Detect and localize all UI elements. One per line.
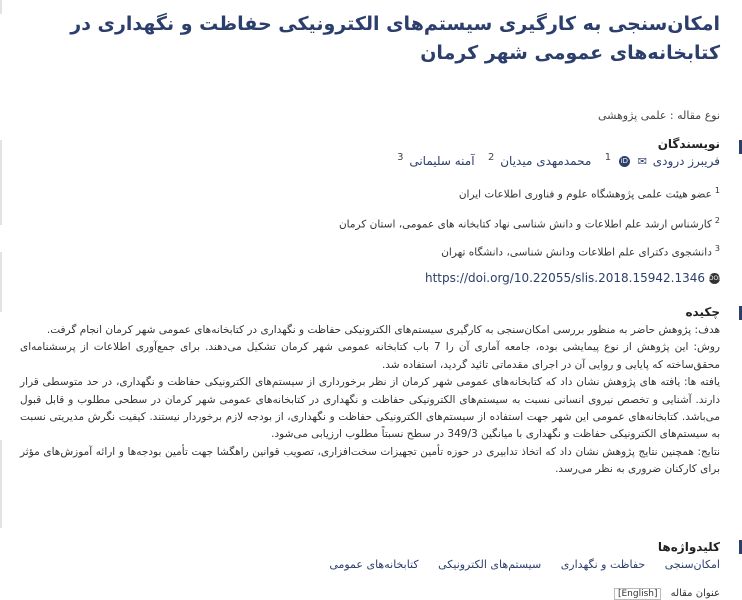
english-title-label: عنوان مقاله	[670, 588, 720, 599]
affiliation	[459, 186, 720, 201]
affiliation-text: کارشناس ارشد علم اطلاعات و دانش شناسی نهاد کتابخانه های عمومی، استان کرمان	[338, 218, 712, 231]
envelope-icon[interactable]: ✉	[637, 155, 647, 168]
affiliation-sup: 1	[714, 186, 720, 195]
affiliation-text: عضو هیئت علمی پژوهشگاه علوم و فناوری اطلاعات ایران	[458, 188, 712, 201]
abstract-paragraph: نتایج: همچنین نتایج پژوهش نشان داد که اتخاذ تدابیری در حوزه تأمین تجهیزات سخت‌افزاری، تصویب قوانین راهگشا جهت تأمین بودجه‌ها و ارائه آموزش‌های مؤثر برای کارکنان ضروری به نظر می‌رسد.	[20, 445, 720, 476]
abstract-paragraph: یافته ها: یافته های پژوهش نشان داد که کتابخانه‌های عمومی شهر کرمان از نظر برخورداری از سیستم‌های الکترونیکی حفاظت و نگهداری، در حد متوسطی قرار دارند. آشنایی و تخصص نیروی انسانی نسبت به سیستم‌های الکترونیکی حفاظت و نگهداری در کتابخانه‌های عمومی شهر کرمان در سطحی مطلوب و قابل قبول می‌باشد. کتابخانه‌های عمومی این شهر جهت استفاده از سیستم‌های الکترونیکی حفاظت و نگهداری، از بودجه لازم برخوردار نیستند. کیفیت نگرش مدیریتی نسبت به سیستم‌های الکترونیکی حفاظت و نگهداری با میانگین 349/3 در سطح نسبتاً مطلوب ارزیابی می‌شود.	[20, 376, 720, 441]
keywords-heading: کلیدواژه‌ها	[657, 540, 720, 554]
affiliation	[339, 216, 720, 231]
abstract-body	[20, 322, 720, 479]
author-link[interactable]: فریبرز درودی	[652, 154, 720, 168]
affiliation-sup: 2	[714, 216, 720, 225]
article-title: امکان‌سنجی به کارگیری سیستم‌های الکترونیکی حفاظت و نگهداری در کتابخانه‌های عمومی شهر کرمان	[70, 13, 720, 64]
affiliation	[441, 244, 720, 259]
article-type: نوع مقاله : علمی پژوهشی	[597, 109, 720, 122]
doi-row	[425, 271, 720, 285]
keyword-link[interactable]: حفاظت و نگهداری	[560, 558, 646, 571]
keyword-list	[313, 558, 720, 571]
author-sup: 1	[604, 152, 612, 163]
orcid-icon[interactable]: iD	[620, 157, 629, 165]
author-sup: 2	[488, 152, 495, 163]
abstract-heading: چکیده	[685, 305, 720, 319]
authors-heading: نویسندگان	[657, 137, 720, 151]
doi-link[interactable]: https://doi.org/10.22055/slis.2018.15942.1346	[424, 271, 705, 285]
keyword-link[interactable]: کتابخانه‌های عمومی	[329, 558, 419, 571]
affiliation-text: دانشجوی دکترای علم اطلاعات ودانش شناسی، دانشگاه تهران	[441, 246, 712, 259]
english-language-badge[interactable]: [English]	[614, 588, 662, 600]
author-link[interactable]: محمدمهدی میدیان	[500, 154, 592, 168]
author-sup: 3	[397, 152, 404, 163]
left-border	[0, 440, 2, 528]
abstract-paragraph: روش: این پژوهش از نوع پیمایشی بوده، جامعه آماری آن را 7 باب کتابخانه عمومی شهر کرمان تشکیل می‌دهند. برای جمع‌آوری اطلاعات از پرسشنامه‌ای محقق‌ساخته که پایایی و روایی آن در اجرای مقدماتی تائید گردید، استفاده شد.	[20, 341, 720, 371]
keyword-link[interactable]: سیستم‌های الکترونیکی	[438, 558, 542, 571]
english-title-row	[614, 588, 720, 599]
affiliation-sup: 3	[714, 244, 720, 253]
left-border	[0, 0, 2, 14]
author-list	[395, 152, 720, 168]
author-link[interactable]: آمنه سلیمانی	[409, 154, 475, 168]
doi-icon: DOI	[708, 275, 720, 282]
left-border	[0, 252, 2, 312]
keyword-link[interactable]: امکان‌سنجی	[664, 558, 720, 571]
abstract-paragraph: هدف: پژوهش حاضر به منظور بررسی امکان‌سنجی به کارگیری سیستم‌های الکترونیکی حفاظت و نگهداری در کتابخانه‌های عمومی شهر کرمان انجام گرفت.	[46, 324, 720, 336]
left-border	[0, 140, 2, 225]
